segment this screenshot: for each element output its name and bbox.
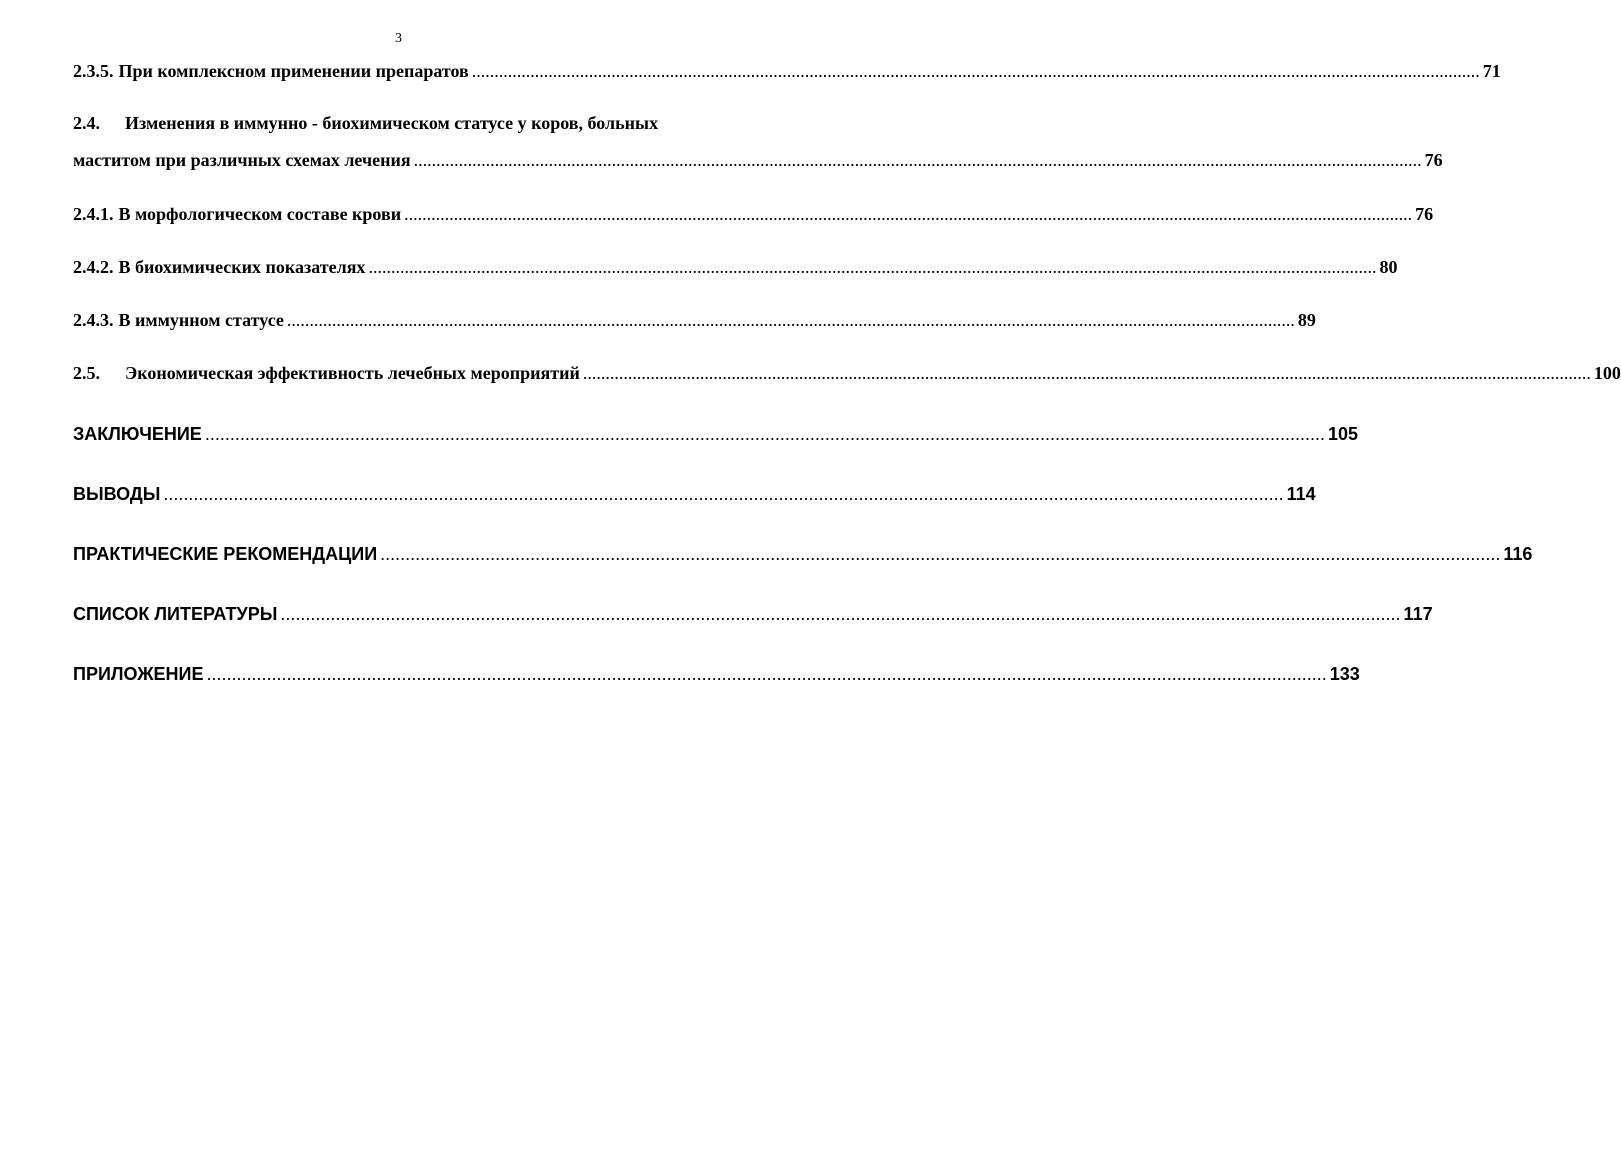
toc-leader-dots	[472, 58, 1480, 84]
toc-entry-line	[73, 110, 735, 136]
toc-entry-2-4-3[interactable]	[73, 307, 1316, 333]
toc-entry-references[interactable]	[73, 601, 1433, 627]
toc-entry-title: В морфологическом составе крови	[118, 204, 402, 224]
toc-entry-title: При комплексном применении препаратов	[118, 61, 469, 81]
toc-leader-dots	[280, 601, 1400, 627]
toc-entry-page: 116	[1503, 544, 1533, 564]
toc-entry-title-line2: маститом при различных схемах лечения	[73, 150, 411, 170]
toc-entry-number: 2.3.5.	[73, 61, 114, 81]
toc-entry-title-line1: Изменения в иммунно - биохимическом статусе у коров, больных	[125, 113, 659, 133]
toc-entry-line	[73, 147, 1443, 173]
table-of-contents	[73, 58, 1621, 687]
toc-entry-number: 2.4.1.	[73, 204, 114, 224]
toc-entry-2-5[interactable]	[73, 360, 1621, 386]
toc-entry-recommendations[interactable]	[73, 541, 1533, 567]
toc-entry-number: 2.5.	[73, 363, 100, 383]
toc-entry-page: 105	[1328, 424, 1359, 444]
toc-entry-title: ПРИЛОЖЕНИЕ	[73, 664, 204, 684]
toc-leader-dots	[404, 201, 1412, 227]
toc-entry-page: 117	[1403, 604, 1433, 624]
toc-entry-title: Экономическая эффективность лечебных мероприятий	[125, 363, 580, 383]
page-number: 3	[395, 31, 402, 46]
toc-entry-number: 2.4.3.	[73, 310, 114, 330]
toc-leader-dots	[368, 254, 1376, 280]
toc-entry-2-4-2[interactable]	[73, 254, 1398, 280]
toc-leader-dots	[205, 421, 1325, 447]
toc-entry-page: 133	[1329, 664, 1360, 684]
toc-entry-title: СПИСОК ЛИТЕРАТУРЫ	[73, 604, 278, 624]
toc-entry-title: ВЫВОДЫ	[73, 484, 161, 504]
toc-entry-number: 2.4.2.	[73, 257, 114, 277]
toc-leader-dots	[207, 661, 1327, 687]
toc-entry-title: В биохимических показателях	[118, 257, 366, 277]
toc-entry-title: ПРАКТИЧЕСКИЕ РЕКОМЕНДАЦИИ	[73, 544, 378, 564]
toc-entry-page: 89	[1297, 310, 1316, 330]
toc-entry-page: 71	[1482, 61, 1501, 81]
toc-entry-title: В иммунном статусе	[118, 310, 284, 330]
toc-entry-appendix[interactable]	[73, 661, 1360, 687]
toc-entry-conclusion[interactable]	[73, 421, 1359, 447]
toc-leader-dots	[414, 147, 1422, 173]
toc-entry-page: 114	[1286, 484, 1316, 504]
toc-entry-findings[interactable]	[73, 481, 1316, 507]
toc-entry-page: 80	[1379, 257, 1398, 277]
toc-leader-dots	[583, 360, 1591, 386]
toc-entry-page: 76	[1424, 150, 1443, 170]
toc-entry-page: 100	[1593, 363, 1621, 383]
toc-entry-page: 76	[1415, 204, 1434, 224]
toc-entry-title: ЗАКЛЮЧЕНИЕ	[73, 424, 202, 444]
toc-entry-2-3-5[interactable]	[73, 58, 1501, 84]
toc-entry-2-4[interactable]	[73, 110, 1443, 173]
toc-entry-number: 2.4.	[73, 113, 100, 133]
toc-leader-dots	[380, 541, 1500, 567]
toc-leader-dots	[163, 481, 1283, 507]
toc-entry-2-4-1[interactable]	[73, 201, 1434, 227]
toc-leader-dots	[287, 307, 1295, 333]
